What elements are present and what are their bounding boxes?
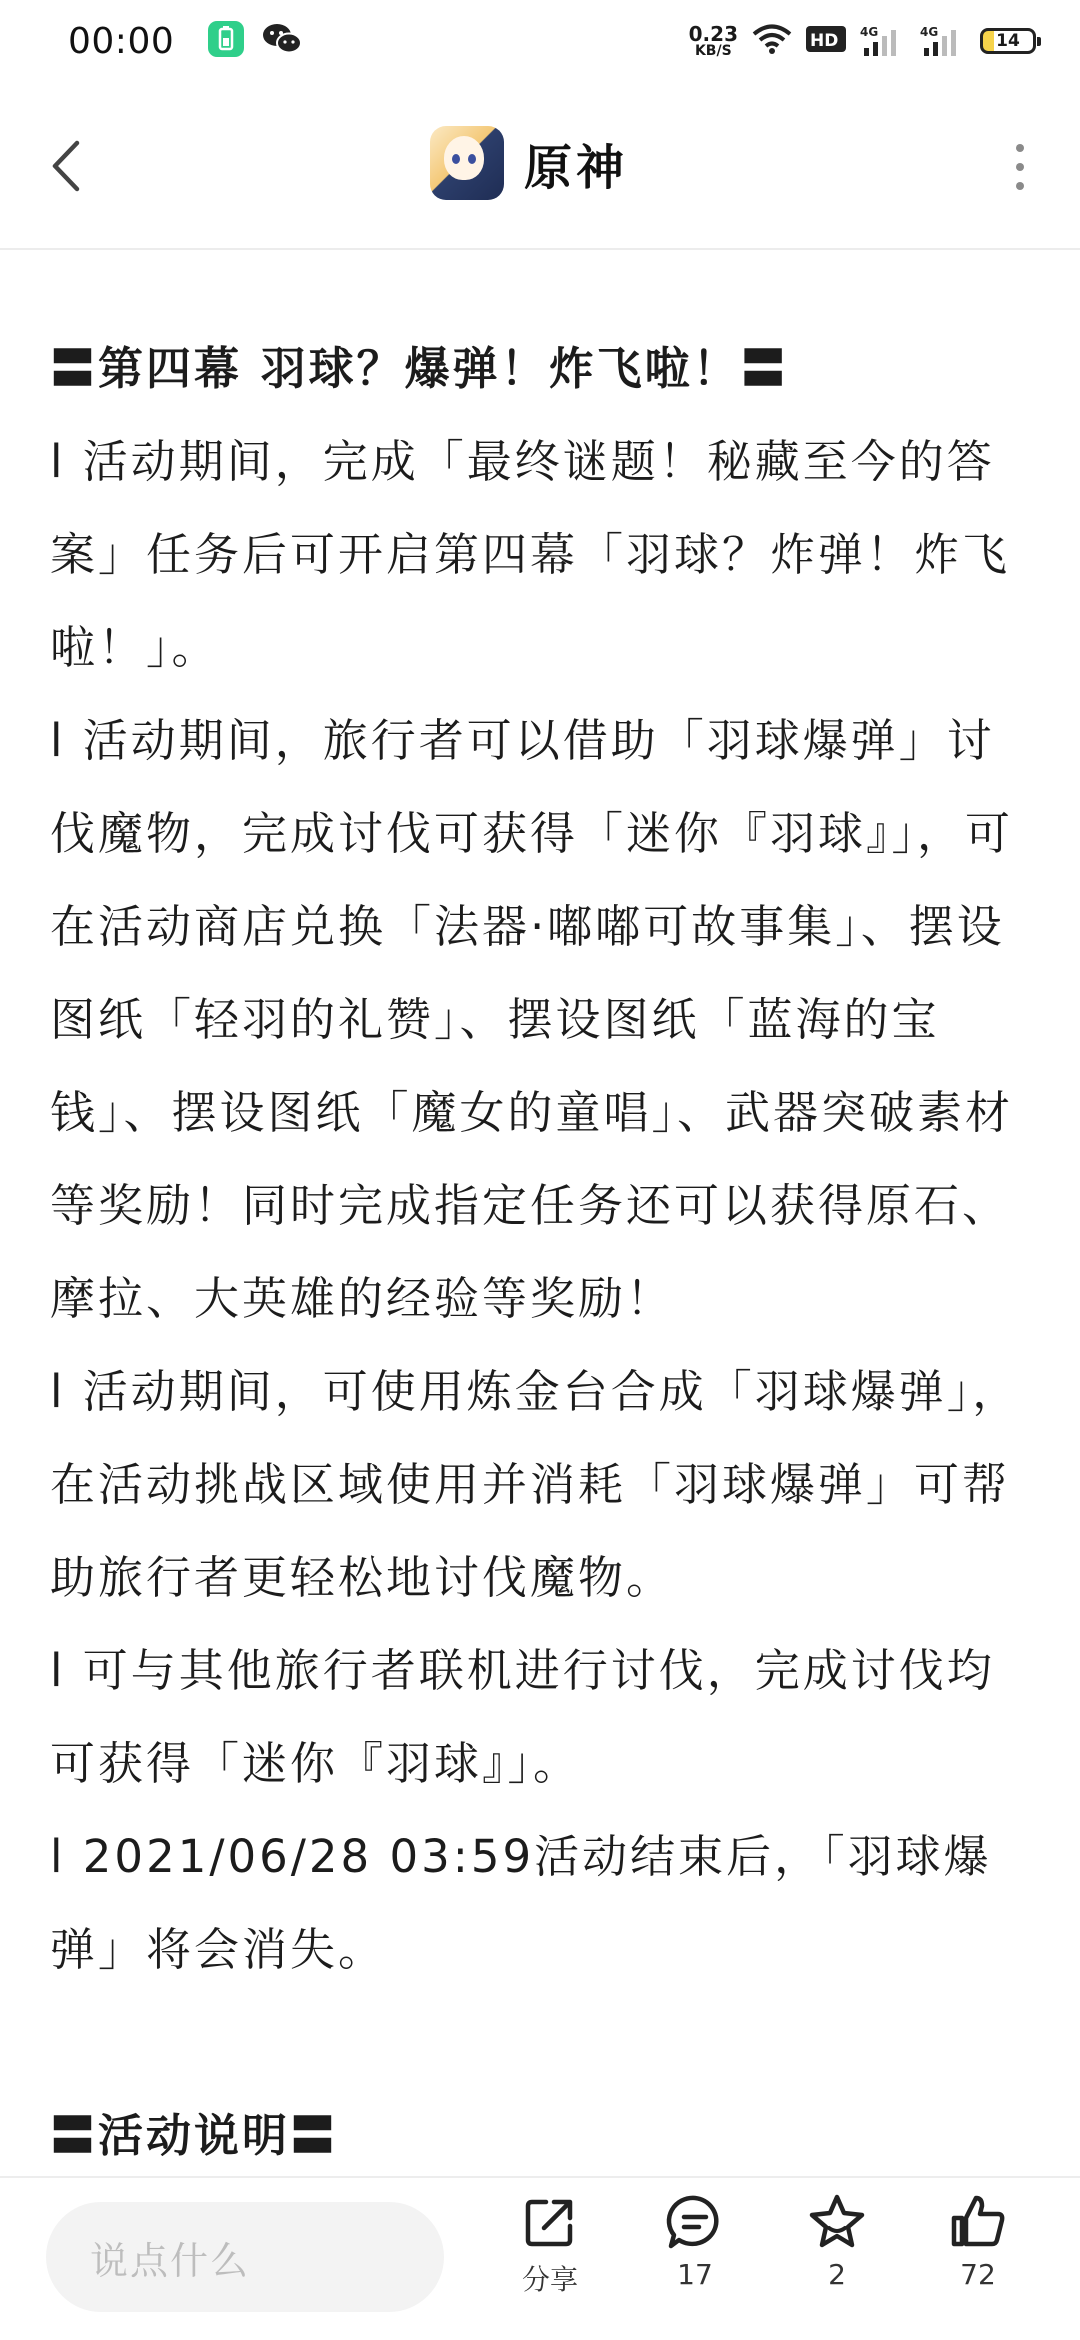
status-system-icons [689,23,1036,59]
comments-button[interactable] [645,2192,745,2332]
genshin-app-icon [430,126,504,200]
article-paragraph: l 活动期间，旅行者可以借助「羽球爆弹」讨伐魔物，完成讨伐可获得「迷你『羽球』」，可在活动商店兑换「法器·嘟嘟可故事集」、摆设图纸「轻羽的礼赞」、摆设图纸「蓝海的宝钱」、摆设图纸「魔女的童唱」、武器突破素材等奖励！同时完成指定任务还可以获得原石、摩拉、大英雄的经验等奖励！ [50,714,1014,1325]
network-speed-value: 0.23 [688,22,738,46]
wifi-icon [752,23,792,59]
favorite-button[interactable] [787,2192,887,2332]
status-time: 00:00 [68,20,175,62]
chevron-left-icon [49,139,83,193]
hd-voice-icon [806,24,846,58]
hd-badge-text: HD [810,31,839,51]
article-content[interactable] [0,250,1080,2176]
forum-header[interactable] [430,126,628,200]
like-button[interactable] [928,2192,1028,2332]
more-dot [1016,144,1024,152]
article-paragraph: l 活动期间，完成「最终谜题！秘藏至今的答案」任务后可开启第四幕「羽球？炸弹！炸飞啦！」。 [50,435,1011,674]
article-paragraph: l 2021/06/28 03:59活动结束后，「羽球爆弹」将会消失。 [50,1830,992,1976]
battery-level: 14 [996,31,1020,51]
likes-count: 72 [960,2258,996,2291]
comment-input[interactable] [46,2202,444,2312]
more-options-button[interactable] [1010,144,1030,190]
share-icon [520,2192,580,2252]
wechat-icon [262,22,302,60]
star-icon [807,2192,867,2252]
sim1-signal-icon [860,24,906,58]
article-paragraph: l 可与其他旅行者联机进行讨伐，完成讨伐均可获得「迷你『羽球』」。 [50,1644,995,1790]
comment-bubble-icon [665,2192,725,2252]
sim1-network-label: 4G [860,25,879,39]
share-button[interactable] [500,2192,600,2332]
share-label: 分享 [521,2263,578,2296]
page-title: 原神 [524,139,629,196]
more-dot [1016,163,1024,171]
section-heading: 〓活动说明〓 [50,2109,339,2162]
comments-count: 17 [677,2258,713,2291]
sim2-network-label: 4G [920,25,939,39]
battery-icon [980,28,1036,54]
bottom-action-bar [0,2176,1080,2340]
network-speed-unit: KB/S [694,43,732,59]
top-nav-bar [0,82,1080,250]
back-button[interactable] [36,134,96,198]
battery-saver-icon [208,21,244,61]
network-speed [689,24,738,58]
status-bar [0,0,1080,82]
paragraph-spacer [50,1996,1034,2089]
sim2-signal-icon [920,24,966,58]
status-notification-icons [208,21,302,61]
more-dot [1016,182,1024,190]
comment-placeholder: 说点什么 [90,2238,251,2283]
section-heading: 〓第四幕 羽球？爆弹！炸飞啦！〓 [50,342,789,395]
thumbs-up-icon [948,2192,1008,2252]
article-paragraph: l 活动期间，可使用炼金台合成「羽球爆弹」，在活动挑战区域使用并消耗「羽球爆弹」可帮助旅行者更轻松地讨伐魔物。 [50,1365,1021,1604]
favorites-count: 2 [828,2258,846,2291]
